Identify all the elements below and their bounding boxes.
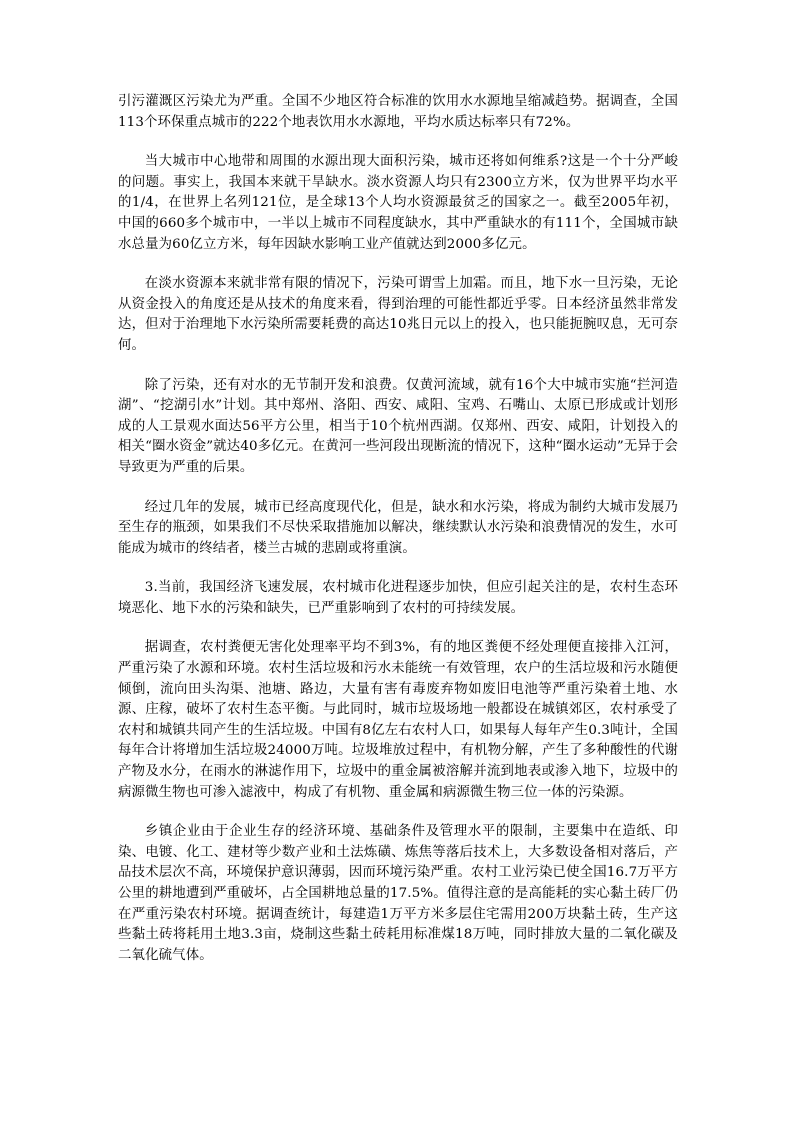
paragraph: 在淡水资源本来就非常有限的情况下，污染可谓雪上加霜。而且，地下水一旦污染，无论从资金投入的角度还是从技术的角度来看，得到治理的可能性都近乎零。日本经济虽然非常发达，但对于治理地下水污染所需要耗费的高达10兆日元以上的投入，也只能扼腕叹息，无可奈何。 bbox=[118, 276, 678, 353]
document-body bbox=[118, 92, 678, 985]
paragraph: 当大城市中心地带和周围的水源出现大面积污染，城市还将如何维系?这是一个十分严峻的问题。事实上，我国本来就干旱缺水。淡水资源人均只有2300立方米，仅为世界平均水平的1/4，在世界上名列121位，是全球13个人均水资源最贫乏的国家之一。截至2005年初，中国的660多个城市中，一半以上城市不同程度缺水，其中严重缺水的有111个，全国城市缺水总量为60亿立方米，每年因缺水影响工业产值就达到2000多亿元。 bbox=[118, 154, 678, 252]
paragraph: 据调查，农村粪便无害化处理率平均不到3%，有的地区粪便不经处理便直接排入江河，严重污染了水源和环境。农村生活垃圾和污水未能统一有效管理，农户的生活垃圾和污水随便倾倒，流向田头沟渠、池塘、路边，大量有害有毒废弃物如废旧电池等严重污染着土地、水源、庄稼，破坏了农村生态平衡。与此同时，城市垃圾场地一般都设在城镇郊区，农村承受了农村和城镇共同产生的生活垃圾。中国有8亿左右农村人口，如果每人每年产生0.3吨计，全国每年合计将增加生活垃圾24000万吨。垃圾堆放过程中，有机物分解，产生了多种酸性的代谢产物及水分，在雨水的淋滤作用下，垃圾中的重金属被溶解并流到地表或渗入地下，垃圾中的病源微生物也可渗入滤液中，构成了有机物、重金属和病源微生物三位一体的污染源。 bbox=[118, 640, 678, 800]
paragraph: 除了污染，还有对水的无节制开发和浪费。仅黄河流域，就有16个大中城市实施“拦河造湖”、“挖湖引水”计划。其中郑州、洛阳、西安、咸阳、宝鸡、石嘴山、太原已形成或计划形成的人工景观水面达56平方公里，相当于10个杭州西湖。仅郑州、西安、咸阳，计划投入的相关“圈水资金”就达40多亿元。在黄河一些河段出现断流的情况下，这种“圈水运动”无异于会导致更为严重的后果。 bbox=[118, 377, 678, 475]
paragraph: 引污灌溉区污染尤为严重。全国不少地区符合标准的饮用水水源地呈缩减趋势。据调查，全国113个环保重点城市的222个地表饮用水水源地，平均水质达标率只有72%。 bbox=[118, 94, 678, 130]
paragraph: 乡镇企业由于企业生存的经济环境、基础条件及管理水平的限制，主要集中在造纸、印染、电镀、化工、建材等少数产业和土法炼磺、炼焦等落后技术上，大多数设备相对落后，产品技术层次不高，环境保护意识薄弱，因而环境污染严重。农村工业污染已使全国16.7万平方公里的耕地遭到严重破坏，占全国耕地总量的17.5%。值得注意的是高能耗的实心黏土砖厂仍在严重污染农村环境。据调查统计，每建造1万平方米多层住宅需用200万块黏土砖，生产这些黏土砖将耗用土地3.3亩，烧制这些黏土砖耗用标准煤18万吨，同时排放大量的二氧化碳及二氧化硫气体。 bbox=[118, 824, 678, 963]
paragraph: 3.当前，我国经济飞速发展，农村城市化进程逐步加快，但应引起关注的是，农村生态环境恶化、地下水的污染和缺失，已严重影响到了农村的可持续发展。 bbox=[118, 580, 678, 616]
paragraph: 经过几年的发展，城市已经高度现代化，但是，缺水和水污染，将成为制约大城市发展乃至生存的瓶颈，如果我们不尽快采取措施加以解决，继续默认水污染和浪费情况的发生，水可能成为城市的终结者，楼兰古城的悲剧或将重演。 bbox=[118, 499, 678, 556]
